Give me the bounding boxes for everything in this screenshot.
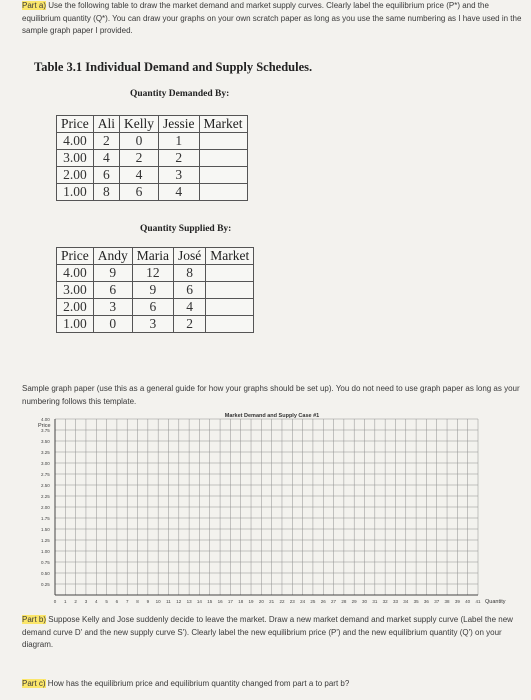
- price-cell: 2.00: [57, 167, 94, 184]
- y-tick-label: 3.50: [41, 439, 50, 444]
- quantity-cell: 1: [159, 133, 200, 150]
- supply-header-row: [57, 248, 254, 265]
- y-tick-label: 4.00: [41, 417, 50, 422]
- quantity-cell: 6: [120, 184, 159, 201]
- quantity-cell: [206, 299, 254, 316]
- graph-title: Market Demand and Supply Case #1: [224, 413, 320, 419]
- x-tick-label: 33: [392, 599, 398, 604]
- part-a-label: Part a): [22, 1, 47, 10]
- quantity-cell: 4: [120, 167, 159, 184]
- x-tick-label: 25: [310, 599, 316, 604]
- y-tick-label: 2.00: [41, 505, 50, 510]
- x-tick-label: 22: [279, 599, 285, 604]
- x-tick-label: 27: [331, 599, 337, 604]
- x-tick-label: 10: [155, 599, 161, 604]
- table-title: Table 3.1 Individual Demand and Supply Schedules.: [34, 60, 313, 74]
- x-tick-label: 29: [351, 599, 357, 604]
- quantity-cell: 4: [173, 299, 205, 316]
- part-c-text: How has the equilibrium price and equilibrium quantity changed from part a to part b?: [45, 679, 350, 688]
- y-tick-label: 1.00: [41, 549, 50, 554]
- table-row: [57, 316, 254, 333]
- quantity-cell: 4: [93, 150, 119, 167]
- y-tick-label: 1.75: [41, 516, 50, 521]
- price-cell: 2.00: [57, 299, 94, 316]
- quantity-cell: 8: [93, 184, 119, 201]
- quantity-cell: 3: [93, 299, 132, 316]
- y-tick-label: 2.50: [41, 483, 50, 488]
- sample-graph-paper: [0, 405, 531, 610]
- quantity-cell: 2: [120, 150, 159, 167]
- quantity-cell: [199, 167, 247, 184]
- table-row: [57, 150, 248, 167]
- x-tick-label: 37: [434, 599, 440, 604]
- y-tick-label: 3.25: [41, 450, 50, 455]
- quantity-cell: 4: [159, 184, 200, 201]
- x-tick-label: 3: [84, 599, 88, 604]
- x-tick-label: 2: [74, 599, 77, 604]
- table-row: [57, 299, 254, 316]
- demand-header-cell: Market: [199, 116, 247, 133]
- y-tick-label: 0.25: [41, 582, 50, 587]
- supply-header-cell: Andy: [93, 248, 132, 265]
- quantity-cell: [199, 184, 247, 201]
- part-c-label: Part c): [22, 679, 46, 688]
- x-tick-label: 31: [372, 599, 378, 604]
- demand-header-cell: Price: [57, 116, 94, 133]
- price-cell: 4.00: [57, 265, 94, 282]
- x-tick-label: 26: [320, 599, 326, 604]
- x-tick-label: 7: [125, 599, 129, 604]
- y-tick-label: 2.75: [41, 472, 50, 477]
- price-cell: 4.00: [57, 133, 94, 150]
- x-tick-label: 20: [258, 599, 264, 604]
- quantity-cell: [206, 316, 254, 333]
- quantity-cell: 2: [93, 133, 119, 150]
- quantity-cell: 3: [159, 167, 200, 184]
- demand-table: [56, 115, 248, 201]
- quantity-cell: [206, 282, 254, 299]
- quantity-cell: 6: [93, 282, 132, 299]
- y-tick-label: 2.25: [41, 494, 50, 499]
- x-tick-label: 16: [217, 599, 223, 604]
- y-tick-label: 1.50: [41, 527, 50, 532]
- part-b-label: Part b): [22, 615, 47, 624]
- quantity-cell: 12: [132, 265, 173, 282]
- supply-header-cell: Maria: [132, 248, 173, 265]
- quantity-cell: 6: [132, 299, 173, 316]
- quantity-cell: 2: [159, 150, 200, 167]
- supply-header-cell: Market: [206, 248, 254, 265]
- demand-header-row: [57, 116, 248, 133]
- x-tick-label: 38: [444, 599, 450, 604]
- demand-header-cell: Jessie: [159, 116, 200, 133]
- x-tick-label: 18: [238, 599, 244, 604]
- supply-header-cell: José: [173, 248, 205, 265]
- x-tick-label: 11: [166, 599, 171, 604]
- part-a-text: Use the following table to draw the market demand and market supply curves. Clearly label the equilibrium price (P*) and the equilibrium quantity (Q*). You can draw your graphs on your own scratch paper as long as you use the same numbering as I have used in the sample graph paper I provided.: [22, 1, 522, 35]
- x-tick-label: 13: [186, 599, 192, 604]
- y-tick-label: 3.75: [41, 428, 50, 433]
- demand-header-cell: Ali: [93, 116, 119, 133]
- quantity-cell: 8: [173, 265, 205, 282]
- y-tick-label: 0.75: [41, 560, 50, 565]
- x-tick-label: 5: [105, 599, 108, 604]
- quantity-cell: 6: [93, 167, 119, 184]
- x-tick-label: 19: [248, 599, 254, 604]
- supply-subtitle: Quantity Supplied By:: [140, 224, 232, 234]
- table-row: [57, 167, 248, 184]
- graph-x-label: Quantity: [485, 599, 506, 605]
- x-tick-label: 28: [341, 599, 347, 604]
- x-tick-label: 17: [227, 599, 233, 604]
- x-tick-label: 15: [207, 599, 213, 604]
- x-tick-label: 6: [115, 599, 119, 604]
- table-row: [57, 265, 254, 282]
- x-tick-label: 12: [176, 599, 182, 604]
- supply-table: [56, 247, 254, 333]
- supply-header-cell: Price: [57, 248, 94, 265]
- x-tick-label: 1: [64, 599, 67, 604]
- quantity-cell: [199, 133, 247, 150]
- table-row: [57, 282, 254, 299]
- part-b-instructions: [22, 614, 522, 652]
- quantity-cell: 6: [173, 282, 205, 299]
- x-tick-label: 8: [136, 599, 139, 604]
- quantity-cell: 0: [120, 133, 159, 150]
- quantity-cell: 9: [93, 265, 132, 282]
- demand-header-cell: Kelly: [120, 116, 159, 133]
- price-cell: 1.00: [57, 184, 94, 201]
- table-row: [57, 133, 248, 150]
- x-tick-label: 41: [475, 599, 481, 604]
- x-tick-label: 14: [196, 599, 202, 604]
- y-tick-label: 3.00: [41, 461, 50, 466]
- x-tick-label: 21: [269, 599, 275, 604]
- quantity-cell: 0: [93, 316, 132, 333]
- x-tick-label: 36: [423, 599, 429, 604]
- x-tick-label: 4: [95, 599, 98, 604]
- price-cell: 3.00: [57, 282, 94, 299]
- demand-subtitle: Quantity Demanded By:: [130, 89, 230, 99]
- x-tick-label: 0: [53, 599, 57, 604]
- sample-graph-note: Sample graph paper (use this as a general guide for how your graphs should be set up). You do not need to use graph paper as long as your numbering follows this template.: [22, 384, 520, 406]
- quantity-cell: [206, 265, 254, 282]
- part-c-question: [22, 678, 522, 691]
- quantity-cell: 3: [132, 316, 173, 333]
- x-tick-label: 32: [382, 599, 388, 604]
- price-cell: 1.00: [57, 316, 94, 333]
- x-tick-label: 35: [413, 599, 419, 604]
- part-a-instructions: [22, 0, 522, 38]
- price-cell: 3.00: [57, 150, 94, 167]
- quantity-cell: 2: [173, 316, 205, 333]
- y-tick-label: 0.50: [41, 571, 50, 576]
- graph-y-label: Price: [38, 423, 51, 429]
- x-tick-label: 23: [289, 599, 295, 604]
- part-b-text: Suppose Kelly and Jose suddenly decide to leave the market. Draw a new market demand and market supply curve (Label the new demand curve D' and the new supply curve S'). Clearly label the new equilibrium price (P') and the new equilibrium quantity (Q') on your diagram.: [22, 615, 513, 649]
- quantity-cell: 9: [132, 282, 173, 299]
- quantity-cell: [199, 150, 247, 167]
- y-tick-label: 1.25: [41, 538, 50, 543]
- x-tick-label: 30: [362, 599, 368, 604]
- x-tick-label: 40: [465, 599, 471, 604]
- x-tick-label: 9: [146, 599, 150, 604]
- table-row: [57, 184, 248, 201]
- x-tick-label: 24: [300, 599, 306, 604]
- x-tick-label: 34: [403, 599, 409, 604]
- x-tick-label: 39: [454, 599, 460, 604]
